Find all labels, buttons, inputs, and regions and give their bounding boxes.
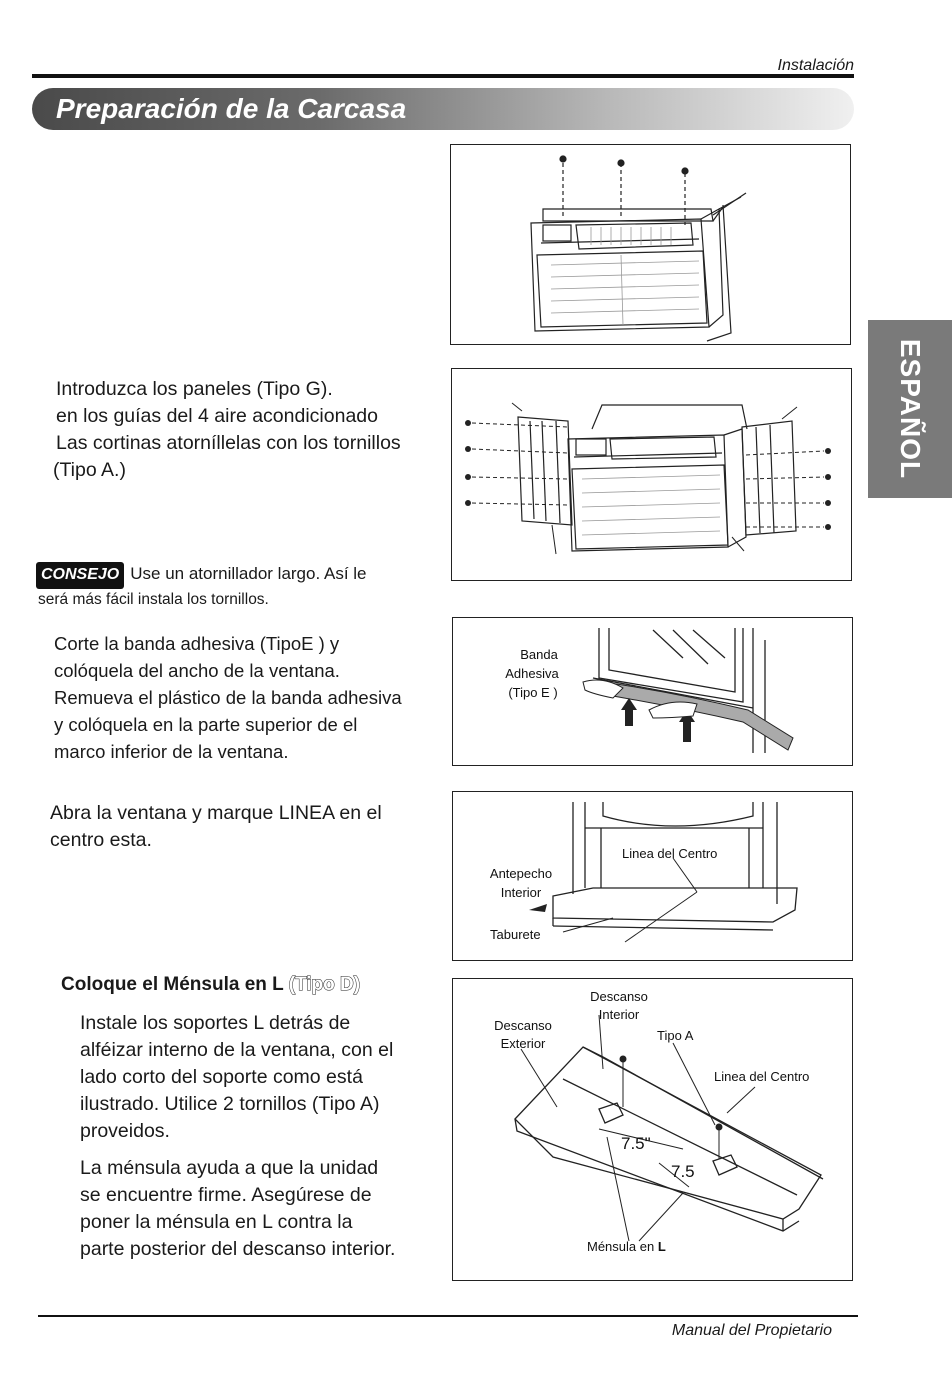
step3-line: centro esta. [50, 829, 152, 851]
step4-para2 [80, 1155, 395, 1263]
fig5-label: Descanso [590, 989, 648, 1004]
fig5-label: Exterior [500, 1036, 546, 1051]
page-title: Preparación de la Carcasa [56, 93, 407, 124]
figure-adhesive-band [452, 617, 853, 766]
step4-line: proveidos. [80, 1120, 170, 1142]
step1-text [53, 376, 401, 484]
adhesive-band-illustration [453, 618, 852, 765]
step3-line: Abra la ventana y marque LINEA en el [50, 802, 382, 824]
step4-title [61, 974, 360, 996]
fig5-dim: 7.5" [621, 1134, 651, 1153]
fig5-label: Interior [598, 1007, 640, 1022]
figure-center-line [452, 791, 853, 961]
fig5-bracket: Ménsula en L [587, 1239, 666, 1254]
tip-badge: CONSEJO [36, 562, 124, 589]
fig4-sill: Antepecho [489, 866, 553, 881]
step4-line: se encuentre firme. Asegúrese de [80, 1184, 372, 1206]
step2-text [54, 630, 402, 765]
step4-title-text: Coloque el Ménsula en L [61, 974, 284, 995]
step2-line: Corte la banda adhesiva (TipoE ) y [54, 633, 340, 654]
step1-line: Las cortinas atorníllelas con los tornillos [56, 432, 401, 454]
l-bracket-illustration [453, 979, 852, 1280]
step1-line: en los guías del 4 aire acondicionado [56, 405, 378, 427]
bottom-rule [38, 1315, 858, 1317]
step2-line: Remueva el plástico de la banda adhesiva [54, 687, 402, 708]
step4-line: Instale los soportes L detrás de [80, 1012, 351, 1034]
center-line-illustration [453, 792, 852, 960]
tip-note [36, 562, 367, 612]
step4-line: lado corto del soporte como está [80, 1066, 363, 1088]
fig3-label: Banda [520, 647, 558, 662]
figure-ac-top-screws [450, 144, 851, 345]
fig3-label: Adhesiva [505, 666, 559, 681]
top-rule [32, 74, 854, 78]
step2-line: y colóquela en la parte superior de el [54, 714, 358, 735]
figure-l-bracket [452, 978, 853, 1281]
tip-line: será más fácil instala los tornillos. [38, 591, 269, 608]
section-label: Instalación [777, 57, 854, 74]
fig4-sill: Interior [500, 885, 542, 900]
step4-title-type: (Tipo D) [288, 974, 361, 995]
fig4-center-line: Linea del Centro [622, 846, 718, 861]
fig5-label: Descanso [494, 1018, 552, 1033]
step4-line: parte posterior del descanso interior. [80, 1238, 396, 1260]
step4-line: ilustrado. Utilice 2 tornillos (Tipo A) [80, 1093, 380, 1115]
step1-line: Introduzca los paneles (Tipo G). [56, 378, 333, 400]
tip-line: Use un atornillador largo. Así le [130, 564, 367, 583]
step4-line: alféizar interno de la ventana, con el [80, 1039, 394, 1061]
step4-line: poner la ménsula en L contra la [80, 1211, 353, 1233]
step4-line: La ménsula ayuda a que la unidad [80, 1157, 379, 1179]
fig5-center-line: Linea del Centro [714, 1069, 810, 1084]
side-panels-illustration [452, 369, 851, 580]
language-tab [868, 320, 952, 498]
step3-text [50, 800, 382, 854]
arrow-icon [529, 904, 547, 912]
step4-para1 [80, 1010, 393, 1145]
step1-line: (Tipo A.) [53, 459, 126, 481]
ac-top-illustration [451, 145, 850, 344]
language-tab-label: ESPAÑOL [895, 338, 926, 480]
fig4-stool: Taburete [490, 927, 541, 942]
fig3-label: (Tipo E ) [508, 685, 558, 700]
fig5-dim: 7.5 [671, 1162, 695, 1181]
step2-line: marco inferior de la ventana. [54, 741, 289, 762]
step2-line: colóquela del ancho de la ventana. [54, 660, 340, 681]
fig5-type-a: Tipo A [657, 1028, 694, 1043]
footer-text: Manual del Propietario [671, 1322, 832, 1339]
figure-side-panels [451, 368, 852, 581]
